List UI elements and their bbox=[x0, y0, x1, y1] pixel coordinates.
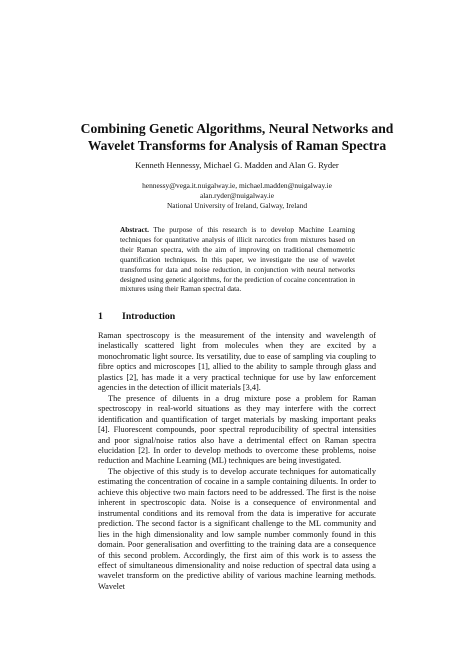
abstract-text: The purpose of this research is to develop Machine Learning techniques for quantitative analysis of illicit narcotics from mixtures based on their Raman spectra, with the aim of improving on traditional chemometric quantification techniques. In this paper, we investigate the use of wavelet transforms for data and noise reduction, in conjunction with neural networks designed using genetic algorithms, for the prediction of cocaine concentration in mixtures using their Raman spectral data. bbox=[120, 225, 355, 294]
paper-title bbox=[60, 120, 414, 154]
section-number: 1 bbox=[98, 311, 103, 322]
section-title: Introduction bbox=[122, 311, 176, 322]
body-paragraph-1: Raman spectroscopy is the measurement of the intensity and wavelength of inelastically scattered light from molecules when they are excited by a monochromatic light source. Its versatility, due to ease of sampling via coupling to fibre optics and microscopes [1], allied to the ability to sample through glass and plastics [2], has made it a very practical technique for use by law enforcement agencies in the detection of illicit materials [3,4]. bbox=[98, 331, 376, 393]
section-body bbox=[98, 331, 376, 592]
abstract bbox=[120, 225, 355, 294]
author-emails-line-1: hennessy@vega.it.nuigalway.ie, michael.madden@nuigalway.ie bbox=[142, 181, 332, 190]
title-line-2: Wavelet Transforms for Analysis of Raman Spectra bbox=[87, 138, 387, 153]
body-paragraph-2: The presence of diluents in a drug mixture pose a problem for Raman spectroscopy in real-world situations as they may interfere with the correct identification and quantification of target materials by masking important peaks [4]. Fluorescent compounds, poor spectral reproducibility of spectral intensities and poor signal/noise ratios also have a detrimental effect on Raman spectra elucidation [2]. In order to develop methods to overcome these problems, noise reduction and Machine Learning (ML) techniques are being investigated. bbox=[98, 393, 376, 466]
title-line-1: Combining Genetic Algorithms, Neural Networks and bbox=[80, 121, 394, 136]
institution: National University of Ireland, Galway, Ireland bbox=[166, 200, 308, 210]
author-list: Kenneth Hennessy, Michael G. Madden and Alan G. Ryder bbox=[135, 160, 339, 170]
abstract-label: Abstract. bbox=[120, 225, 149, 234]
affiliation-block bbox=[60, 181, 414, 210]
author-emails-line-2: alan.ryder@nuigalway.ie bbox=[199, 190, 275, 200]
body-paragraph-3: The objective of this study is to develop accurate techniques for automatically estimating the concentration of cocaine in a sample containing diluents. In order to achieve this objective two main factors need to be addressed. The first is the noise inherent in spectroscopic data. Noise is a consequence of environmental and instrumental conditions and its removal from the data is imperative for accurate prediction. The second factor is a significant challenge to the ML community and lies in the high dimensionality and low sample number commonly found in this domain. Poor generalisation and overfitting to the training data are a consequence of this second problem. Accordingly, the first aim of this work is to assess the effect of simultaneous dimensionality and noise reduction of spectral data using a wavelet transform on the predictive ability of various machine learning methods. Wavelet bbox=[98, 466, 376, 591]
section-heading bbox=[98, 311, 175, 322]
